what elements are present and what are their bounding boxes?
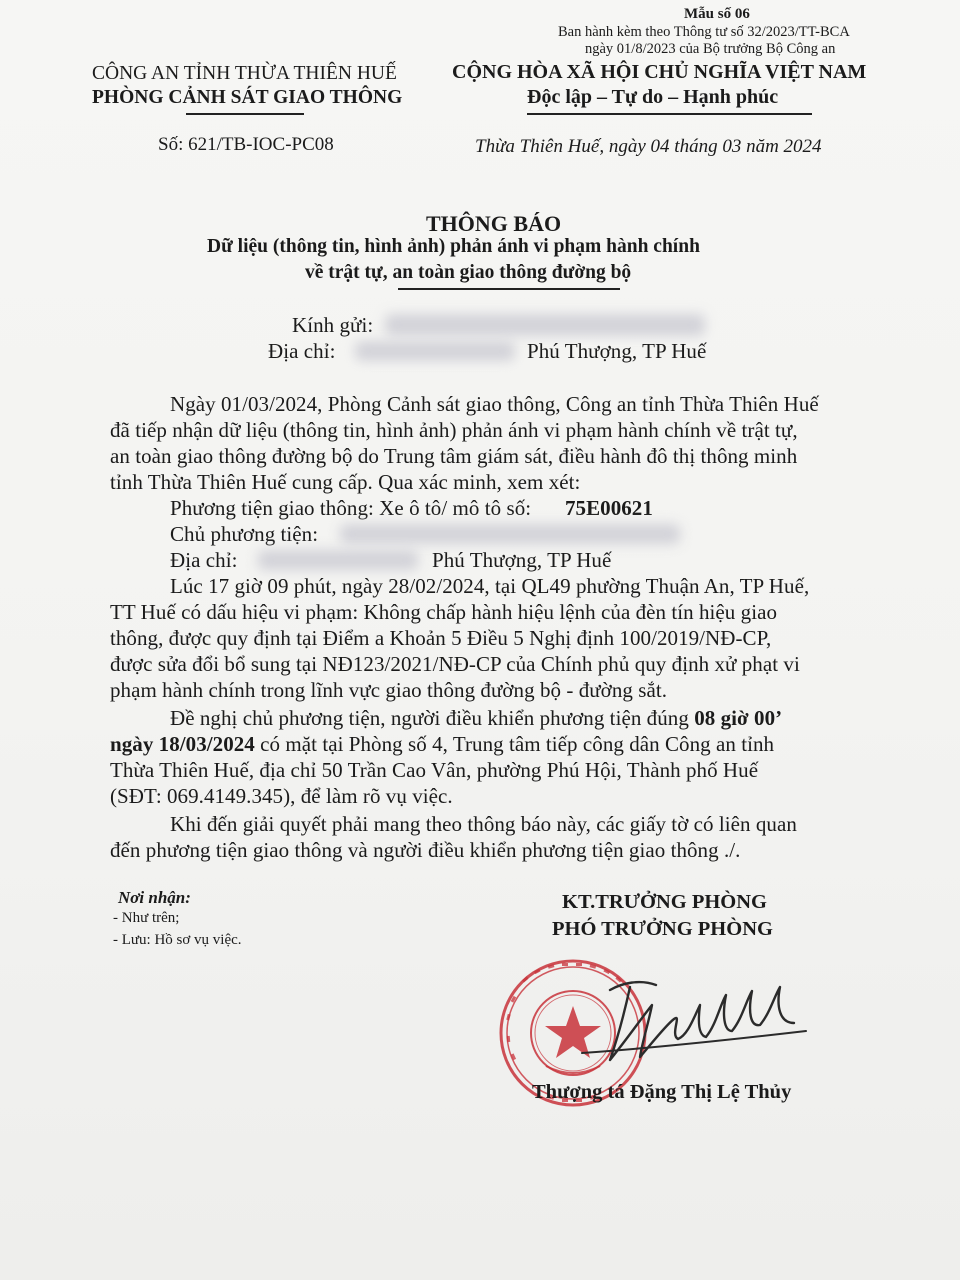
recipient-address-label: Địa chỉ: bbox=[268, 339, 336, 363]
agency-unit: PHÒNG CẢNH SÁT GIAO THÔNG bbox=[92, 87, 403, 108]
paragraph-3-line-1 bbox=[170, 706, 782, 731]
document-subtitle-line-1: Dữ liệu (thông tin, hình ảnh) phản ánh vi phạm hành chính bbox=[207, 236, 700, 257]
paragraph-4-line-2: đến phương tiện giao thông và người điều khiển phương tiện giao thông ./. bbox=[110, 838, 741, 862]
paragraph-1-line-3: an toàn giao thông đường bộ do Trung tâm giám sát, điều hành đô thị thông minh bbox=[110, 444, 798, 468]
paragraph-2-line-1: Lúc 17 giờ 09 phút, ngày 28/02/2024, tại QL49 phường Thuận An, TP Huế, bbox=[170, 574, 810, 598]
paragraph-2-line-5: phạm hành chính trong lĩnh vực giao thông đường bộ - đường sắt. bbox=[110, 678, 668, 702]
agency-name: CÔNG AN TỈNH THỪA THIÊN HUẾ bbox=[92, 63, 397, 84]
appointment-time: 08 giờ 00’ bbox=[694, 706, 783, 730]
form-reference-line-1: Ban hành kèm theo Thông tư số 32/2023/TT-BCA bbox=[558, 24, 850, 40]
document-number: Số: 621/TB-IOC-PC08 bbox=[158, 134, 334, 155]
recipients-item-2: - Lưu: Hồ sơ vụ việc. bbox=[113, 932, 242, 948]
form-reference-line-2: ngày 01/8/2023 của Bộ trưởng Bộ Công an bbox=[585, 41, 836, 57]
paragraph-3-line-2-text: có mặt tại Phòng số 4, Trung tâm tiếp công dân Công an tỉnh bbox=[260, 732, 775, 756]
owner-address-label: Địa chỉ: bbox=[170, 548, 238, 572]
motto-underline bbox=[527, 113, 812, 115]
paragraph-4-line-1: Khi đến giải quyết phải mang theo thông báo này, các giấy tờ có liên quan bbox=[170, 812, 797, 836]
owner-address-visible: Phú Thượng, TP Huế bbox=[432, 548, 612, 572]
signature-title-line-1: KT.TRƯỞNG PHÒNG bbox=[562, 891, 767, 913]
paragraph-1-line-1: Ngày 01/03/2024, Phòng Cảnh sát giao thông, Công an tỉnh Thừa Thiên Huế bbox=[170, 392, 819, 416]
handwritten-signature bbox=[570, 965, 810, 1075]
paragraph-2-line-3: thông, được quy định tại Điểm a Khoản 5 Điều 5 Nghị định 100/2019/NĐ-CP, bbox=[110, 626, 772, 650]
redacted-recipient-address bbox=[355, 341, 515, 361]
paragraph-1-line-2: đã tiếp nhận dữ liệu (thông tin, hình ảnh) phản ánh vi phạm hành chính về trật tự, bbox=[110, 418, 798, 442]
vehicle-plate: 75E00621 bbox=[565, 496, 653, 520]
recipient-label: Kính gửi: bbox=[292, 313, 374, 337]
place-and-date: Thừa Thiên Huế, ngày 04 tháng 03 năm 2024 bbox=[475, 136, 822, 157]
paragraph-2-line-2: TT Huế có dấu hiệu vi phạm: Không chấp hành hiệu lệnh của đèn tín hiệu giao bbox=[110, 600, 778, 624]
recipient-address-visible: Phú Thượng, TP Huế bbox=[527, 339, 707, 363]
paragraph-3-line-2 bbox=[110, 732, 774, 757]
redacted-recipient-name bbox=[385, 314, 705, 336]
appointment-date: ngày 18/03/2024 bbox=[110, 732, 255, 756]
paragraph-3-line-3: Thừa Thiên Huế, địa chỉ 50 Trần Cao Vân, phường Phú Hội, Thành phố Huế bbox=[110, 758, 759, 782]
recipients-item-1: - Như trên; bbox=[113, 910, 180, 926]
paragraph-2-line-4: được sửa đổi bổ sung tại NĐ123/2021/NĐ-CP của Chính phủ quy định xử phạt vi bbox=[110, 652, 800, 676]
subtitle-underline bbox=[398, 288, 620, 290]
recipients-title: Nơi nhận: bbox=[118, 888, 191, 907]
paragraph-1-line-4: tỉnh Thừa Thiên Huế cung cấp. Qua xác minh, xem xét: bbox=[110, 470, 581, 494]
document-title: THÔNG BÁO bbox=[426, 211, 562, 236]
paragraph-3-line-1-text: Đề nghị chủ phương tiện, người điều khiển phương tiện đúng bbox=[170, 706, 689, 730]
redacted-owner-name bbox=[340, 524, 680, 544]
vehicle-label: Phương tiện giao thông: Xe ô tô/ mô tô số: bbox=[170, 496, 532, 520]
redacted-owner-address bbox=[258, 550, 418, 570]
document-subtitle-line-2: về trật tự, an toàn giao thông đường bộ bbox=[305, 262, 632, 283]
form-number: Mẫu số 06 bbox=[684, 6, 750, 22]
national-title: CỘNG HÒA XÃ HỘI CHỦ NGHĨA VIỆT NAM bbox=[452, 61, 867, 83]
agency-underline bbox=[186, 113, 304, 115]
signature-title-line-2: PHÓ TRƯỞNG PHÒNG bbox=[552, 918, 773, 940]
paragraph-3-line-4: (SĐT: 069.4149.345), để làm rõ vụ việc. bbox=[110, 784, 453, 808]
signer-name: Thượng tá Đặng Thị Lệ Thủy bbox=[532, 1081, 792, 1103]
national-motto: Độc lập – Tự do – Hạnh phúc bbox=[527, 86, 779, 108]
owner-label: Chủ phương tiện: bbox=[170, 522, 319, 546]
